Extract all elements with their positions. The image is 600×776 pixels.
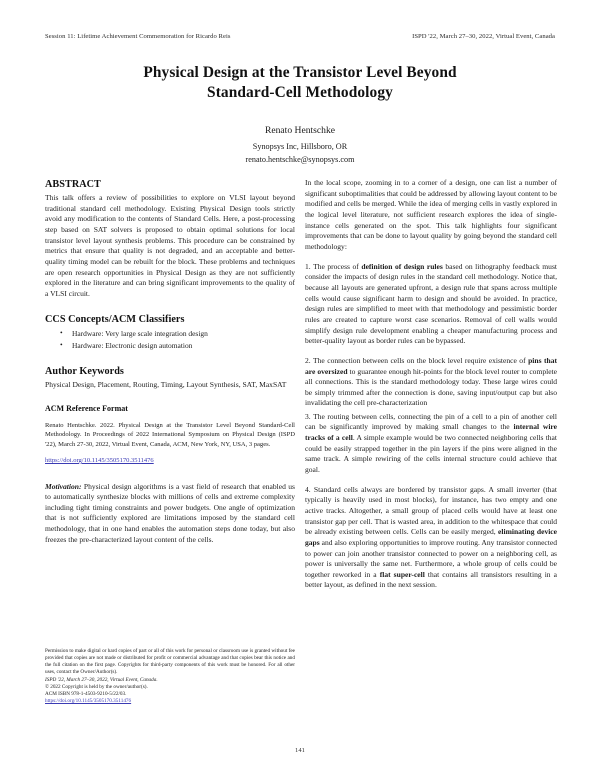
copyright-isbn: ACM ISBN 978-1-4503-9210-5/22/03. [45, 690, 127, 697]
page-title-line1: Physical Design at the Transistor Level Beyond [143, 64, 457, 81]
item-4-number: 4. [305, 484, 314, 494]
copyright-holder: © 2022 Copyright is held by the owner/author(s). [45, 683, 148, 690]
item-2-emphasis: pins that are oversized [305, 355, 557, 376]
running-head-left: Session 11: Lifetime Achievement Commemoration for Ricardo Reis [45, 33, 231, 40]
keywords-body: Physical Design, Placement, Routing, Timing, Layout Synthesis, SAT, MaxSAT [45, 380, 287, 390]
numbered-item-3 [305, 412, 557, 476]
item-3-post: . A simple example would be two connected neighboring cells that could be easily strapped together in the pin layers if the pins were aligned in the same track. A simple rewiring of the cells internal structure could achieve that goal. [305, 432, 558, 474]
right-intro-paragraph: In the local scope, zooming in to a corner of a design, one can list a number of significant suboptimalities that could be addressed by allowing layout content to be modified and cells be merged. While the idea of merging cells in vastly explored in the logical level literature, not sufficient research explores the idea of single-instance cells generated on the spot. This talk highlights four significant improvements that can be done to layout quality by going beyond the standard cell methodology: [305, 178, 557, 251]
item-2-number: 2. [305, 355, 314, 365]
motivation-body: Physical design algorithms is a vast field of research that enabled us to automatically synthesize blocks with millions of cells and extreme complexity including tight timing constraints and power budgets. One angle of optimization that is not sufficiently explored are limitations imposed by the standard cell methodology, that in one hand enables the automation steps done today, but also freezes the pre-characterized layout content of the cells. [45, 481, 295, 544]
abstract-body: This talk offers a review of possibilities to explore on VLSI layout beyond traditional standard cell methodology. Existing Physical Design tools strictly avoid any modification to the contents of Standard Cells. Here, a post-processing step based on SAT solvers is proposed to obtain optimal solutions for local transistor level layout synthesis problems. This procedure can be constrained by metrics that ensure that quality is not degraded, and an acceptable and better-quality timing model can be rebuilt for the block. These problems and techniques are open research opportunities in Physical Design as they are not sufficiently explored in the literature and can bring significant improvements to the quality of a VLSI circuit. [45, 193, 295, 298]
author-block [60, 124, 540, 166]
right-column [305, 178, 557, 591]
acm-reference-doi-line [45, 456, 295, 466]
item-4-post-2: that contains all transistors resulting in a better layout, as defined in the next session. [305, 569, 557, 590]
item-2-post: to guarantee enough hit-points for the block level router to complete all connections. This is the standard methodology today. These large wires could be simply trimmed after the connection is done, saving input/output cap but also invalidating the cell pre-characterization [305, 366, 557, 408]
author-email: renato.hentschke@synopsys.com [245, 154, 355, 164]
left-column [45, 178, 295, 545]
copyright-venue: ISPD '22, March 27–30, 2022, Virtual Event, Canada. [45, 676, 158, 683]
item-1-post: based on lithography feedback must consider the impacts of design rules in the standard cell methodology. Notice that, because all layouts are generated upfront, a design rule that spans across multiple cells would cause significant harm to design and should be avoided. In practice, design rules are simplified to meet with that methodology and pessimistic border rules are created to capture worst case scenarios. Removal of cell walls would simplify design rule development enabling a cheaper manufacturing process and better-quality layout as border rules can be bypassed. [305, 261, 557, 346]
running-head-right: ISPD '22, March 27–30, 2022, Virtual Event, Canada [412, 33, 555, 40]
numbered-item-1 [305, 262, 557, 347]
keywords-heading: Author Keywords [45, 366, 124, 378]
item-4-pre: Standard cells always are bordered by transistor gaps. A small inverter (that typically is heavily used in most blocks), for instance, has two empty and one active tracks. Altogether, a small group of placed cells would have at least one transistor gap per cell. That is wasted area, in addition to the whitespace that could be already existing between cells. Cells can be easily merged, [305, 484, 557, 537]
item-1-emphasis: definition of design rules [361, 261, 443, 271]
acm-reference-heading: ACM Reference Format [45, 404, 128, 414]
item-4-emphasis-2: flat super-cell [379, 569, 425, 579]
page-number: 141 [295, 747, 305, 754]
item-3-pre: The routing between cells, connecting the pin of a cell to a pin of another cell can be significantly improved by making small changes to the [305, 411, 557, 432]
item-4-post: and also exploring opportunities to improve routing. Any transistor connected to power can join another transistor connected to power on a neighboring cell, as power is universally the same net. Furthermore, a whole group of cells could be together reworked in a [305, 537, 557, 579]
numbered-item-4 [305, 485, 557, 592]
motivation-paragraph [45, 482, 295, 546]
doi-link[interactable]: https://doi.org/10.1145/3505170.3511476 [45, 456, 154, 464]
motivation-label: Motivation: [45, 481, 82, 491]
abstract-heading: ABSTRACT [45, 179, 101, 190]
author-name: Renato Hentschke [264, 125, 336, 136]
item-4-emphasis: eliminating device gaps [305, 527, 558, 547]
list-item: • Hardware: Electronic design automation [72, 340, 295, 352]
author-affiliation: Synopsys Inc, Hillsboro, OR [252, 142, 348, 151]
ccs-heading: CCS Concepts/ACM Classifiers [45, 313, 185, 325]
numbered-item-2 [305, 356, 557, 409]
copyright-doi-link[interactable]: https://doi.org/10.1145/3505170.3511476 [45, 697, 132, 704]
acm-reference-body: Renato Hentschke. 2022. Physical Design at the Transistor Level Beyond Standard-Cell Methodology. In Proceedings of 2022 International Symposium on Physical Design (ISPD '22), March 27-30, 2022, Virtual Event, Canada, ACM, New York, NY, USA, 3 pages. [45, 421, 295, 448]
item-3-number: 3. [305, 411, 314, 421]
list-item: • Hardware: Very large scale integration design [72, 328, 295, 340]
item-1-number: 1. [305, 261, 314, 271]
item-3-emphasis: internal wire tracks of a cell [305, 422, 557, 442]
page-title [60, 63, 540, 103]
item-1-pre: The process of [313, 261, 362, 271]
running-head [45, 33, 555, 40]
item-2-pre: The connection between cells on the block level require existence of [313, 355, 529, 365]
page-title-line2: Standard-Cell Methodology [207, 84, 393, 101]
copyright-block [45, 648, 295, 705]
copyright-permission: Permission to make digital or hard copies of part or all of this work for personal or classroom use is granted without fee provided that copies are not made or distributed for profit or commercial advantage and that copies bear this notice and the full citation on the first page. Copyrights for third-party components of this work must be honored. For all other uses, contact the Owner/Author(s). [45, 648, 295, 676]
ccs-list [45, 328, 295, 353]
